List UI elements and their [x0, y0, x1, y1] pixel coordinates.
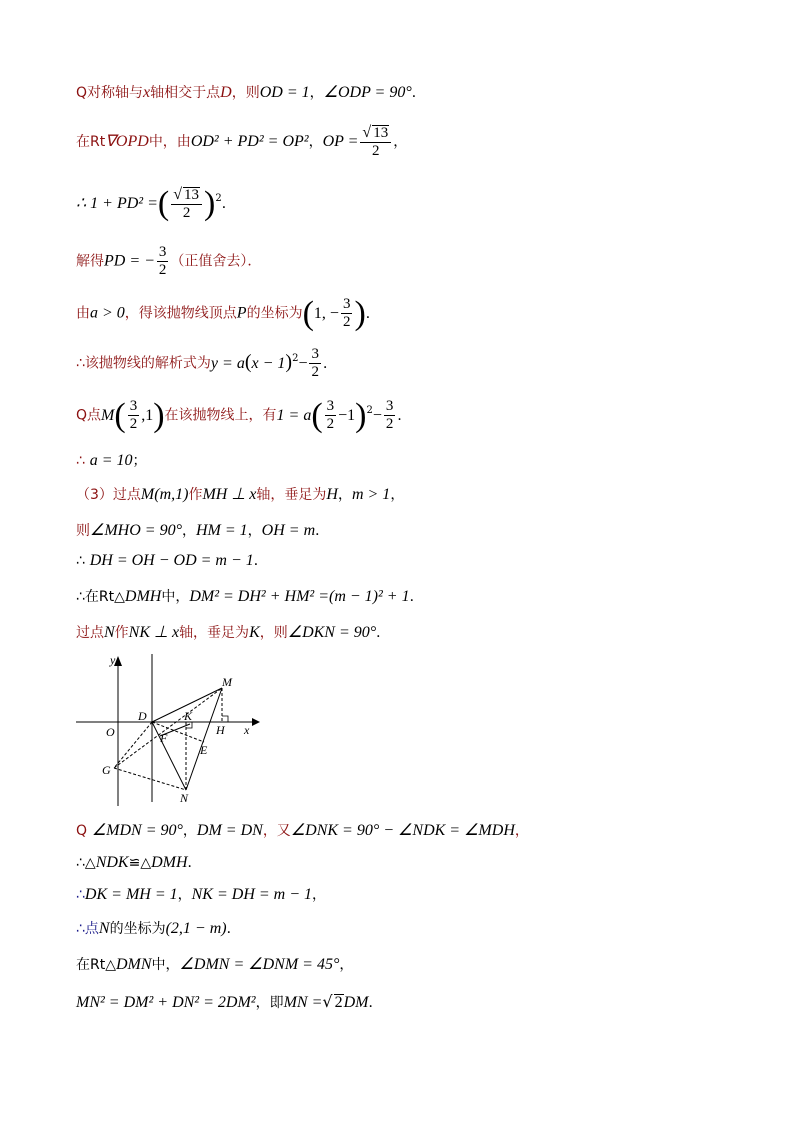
text: ，: [182, 823, 197, 839]
numerator: 3: [158, 244, 167, 260]
text: ，: [181, 523, 196, 539]
text: ．: [365, 305, 380, 322]
text: ，又: [262, 823, 291, 839]
math: ∴ 1 + PD² =: [76, 195, 158, 212]
math: MH ⊥ x: [202, 486, 257, 503]
numerator: 3: [326, 398, 335, 414]
right-angle-H: [222, 716, 228, 722]
text: ．: [397, 407, 412, 424]
math: DMN: [115, 956, 152, 973]
text: ∴: [76, 453, 85, 469]
math: ∠MDN = 90°: [91, 822, 183, 839]
text: ．: [187, 855, 202, 871]
fraction: [341, 296, 353, 331]
numerator: 3: [311, 346, 319, 362]
line-17: [76, 918, 241, 939]
math: ∠DKN = 90°: [287, 624, 377, 641]
text: 轴，垂足为: [256, 487, 327, 503]
paren: (: [302, 294, 314, 332]
radicand: 13: [373, 125, 389, 141]
math: 1 = a: [276, 406, 312, 424]
text: 的坐标为: [246, 305, 303, 322]
line-9: [76, 484, 404, 505]
math: OD = 1: [259, 84, 310, 101]
line-19: MN² = DM² + DN² = 2DM²，即MN =√ 2DM．: [76, 992, 383, 1011]
math: DK = MH = 1: [84, 886, 178, 903]
exponent: 2: [292, 352, 299, 364]
math: (2,1 − m): [165, 920, 227, 937]
line-13: [76, 622, 390, 643]
line-1: [76, 82, 426, 103]
math: m > 1: [351, 486, 391, 503]
text: 过点: [76, 625, 104, 641]
text: ∴: [76, 887, 85, 903]
text: Q点: [76, 407, 102, 424]
text: ，得该抛物线顶点: [124, 305, 237, 322]
denominator: 2: [342, 314, 351, 330]
text: 作: [188, 487, 203, 503]
math: (m − 1)² + 1: [328, 588, 410, 605]
exponent: 2: [215, 193, 222, 204]
fraction: [384, 398, 396, 433]
text: ．: [253, 553, 268, 569]
line-12: [76, 586, 424, 607]
math: N: [98, 920, 110, 937]
text: ，则: [231, 85, 260, 101]
math: D: [220, 84, 232, 101]
math: DMH: [151, 854, 188, 871]
math: M: [101, 406, 115, 424]
label-N: N: [180, 791, 189, 805]
text: ，: [337, 487, 352, 503]
fraction: [128, 398, 140, 433]
label-K: K: [184, 709, 193, 723]
paren: ): [153, 396, 165, 434]
text: ，: [177, 887, 192, 903]
text: ，: [308, 134, 323, 150]
label-G: G: [102, 763, 111, 777]
text: ．: [376, 625, 391, 641]
math: M: [140, 486, 155, 503]
text: ≌△: [128, 855, 152, 871]
denominator: 2: [326, 416, 335, 432]
math: x: [143, 84, 151, 101]
math: DM: [343, 994, 369, 1011]
math: −1: [338, 406, 356, 424]
text: 轴，垂足为: [179, 625, 250, 641]
fraction: $\frac{√ 13}{2}$: [360, 124, 391, 160]
label-E: E: [200, 743, 208, 757]
math: x − 1: [251, 354, 286, 372]
math: PD = −: [104, 252, 155, 270]
math: MN =: [283, 994, 323, 1011]
text: ∴: [76, 553, 85, 569]
line-4: [76, 244, 261, 279]
math: ∠ODP = 90°: [323, 84, 412, 101]
math: ∠DMN = ∠DNM = 45°: [179, 956, 340, 973]
text: ，则: [259, 625, 288, 641]
text: （3）过点: [76, 487, 141, 503]
text: 解得: [76, 253, 104, 270]
line-11: [76, 550, 268, 571]
label-y: y: [110, 653, 116, 667]
math: P: [236, 304, 247, 322]
math: DM² = DH² + HM² =: [189, 588, 329, 605]
math: K: [249, 624, 260, 641]
text: 中，: [161, 589, 190, 605]
math: ,1: [141, 406, 154, 424]
text: ，: [514, 823, 529, 839]
text: 中，由: [148, 134, 191, 150]
numerator: 3: [385, 398, 394, 414]
math: −: [298, 354, 308, 372]
text: ，: [393, 134, 408, 150]
text: ．: [315, 523, 330, 539]
math: H: [326, 486, 338, 503]
exponent: 2: [366, 404, 373, 416]
fraction: [157, 244, 169, 279]
denominator: 2: [158, 262, 167, 278]
math: OH = m: [261, 522, 316, 539]
line-18: [76, 954, 353, 975]
math: NK ⊥ x: [128, 624, 180, 641]
math: −: [372, 406, 382, 424]
line-7: [76, 398, 411, 433]
text: 作: [114, 625, 129, 641]
text: ∴点: [76, 921, 99, 937]
math: (m,1): [154, 486, 189, 503]
label-O: O: [106, 725, 115, 739]
math: OP =: [322, 133, 359, 150]
label-D: D: [138, 709, 147, 723]
text: 由: [76, 305, 90, 322]
text: ．: [322, 355, 337, 372]
text: 在Rt△: [76, 957, 116, 973]
text: ，: [247, 523, 262, 539]
text: ．: [368, 995, 383, 1011]
math: DH = OH − OD = m − 1: [89, 552, 254, 569]
math: NK = DH = m − 1: [191, 886, 313, 903]
text: ．: [221, 196, 236, 212]
text: ．: [226, 921, 241, 937]
fraction: $\frac{√ 13}{2}$: [171, 186, 202, 222]
radicand: 2: [334, 994, 343, 1011]
paren: (: [157, 185, 170, 222]
paren: ): [204, 185, 216, 222]
segment-GN: [114, 768, 186, 790]
math: 1, −: [313, 304, 339, 322]
math: OD² + PD² = OP²: [190, 133, 309, 150]
text: ．: [409, 589, 424, 605]
paren: ): [354, 294, 366, 332]
line-6: ∴该抛物线的解析式为$y = a(x - 1)^2-$ $\frac{3}{2}$ ．: [76, 346, 337, 380]
text: Q: [76, 823, 88, 839]
text: ∴该抛物线的解析式为: [76, 355, 211, 372]
paren: (: [311, 396, 323, 434]
text: ．: [411, 85, 426, 101]
segment-DG: [114, 722, 152, 768]
text: （正值舍去）．: [170, 253, 262, 270]
label-M: M: [222, 675, 232, 689]
text: 则: [76, 523, 90, 539]
text: ∴△: [76, 855, 96, 871]
text: 在Rt: [76, 134, 106, 150]
math: ∇OPD: [105, 133, 149, 150]
x-axis-arrow: [252, 718, 260, 726]
math: MN² = DM² + DN² = 2DM²: [76, 994, 256, 1011]
text: ；: [132, 453, 147, 469]
text: ，即: [255, 995, 284, 1011]
denominator: 2: [182, 205, 191, 221]
denominator: 2: [129, 416, 138, 432]
text: 的坐标为: [109, 921, 166, 937]
text: ∴在Rt△: [76, 589, 125, 605]
text: 在该抛物线上，有: [164, 407, 277, 424]
math: N: [104, 624, 115, 641]
denominator: 2: [385, 416, 394, 432]
line-16: [76, 884, 326, 905]
math: y = a: [210, 354, 245, 372]
paren: ): [355, 396, 367, 434]
math: NDK: [95, 854, 129, 871]
math: HM = 1: [195, 522, 248, 539]
paren: (: [114, 396, 126, 434]
geometry-figure: [76, 650, 276, 810]
text: 中，: [151, 957, 180, 973]
line-2: [76, 124, 407, 160]
denominator: 2: [311, 364, 319, 380]
line-3: [76, 186, 236, 222]
math: a = 10: [89, 452, 133, 469]
math: DM = DN: [196, 822, 263, 839]
line-10: [76, 520, 329, 541]
line-8: [76, 450, 147, 471]
math: DMH: [124, 588, 162, 605]
label-H: H: [216, 723, 225, 737]
label-x: x: [244, 723, 250, 737]
text: ，: [390, 487, 405, 503]
text: Q对称轴与: [76, 85, 144, 101]
text: ，: [309, 85, 324, 101]
numerator: 3: [342, 296, 351, 312]
denominator: 2: [372, 143, 380, 159]
radicand: 13: [184, 187, 200, 203]
text: ，: [312, 887, 327, 903]
fraction: [309, 346, 321, 381]
numerator: 3: [129, 398, 138, 414]
text: 轴相交于点: [150, 85, 221, 101]
fraction: [325, 398, 337, 433]
line-14: [76, 820, 529, 841]
label-F: F: [160, 731, 168, 745]
math: ∠DNK = 90° − ∠NDK = ∠MDH: [290, 822, 515, 839]
line-5: [76, 296, 380, 331]
line-15: [76, 852, 202, 873]
text: ，: [339, 957, 354, 973]
math: a > 0: [90, 304, 125, 322]
math: ∠MHO = 90°: [90, 522, 182, 539]
